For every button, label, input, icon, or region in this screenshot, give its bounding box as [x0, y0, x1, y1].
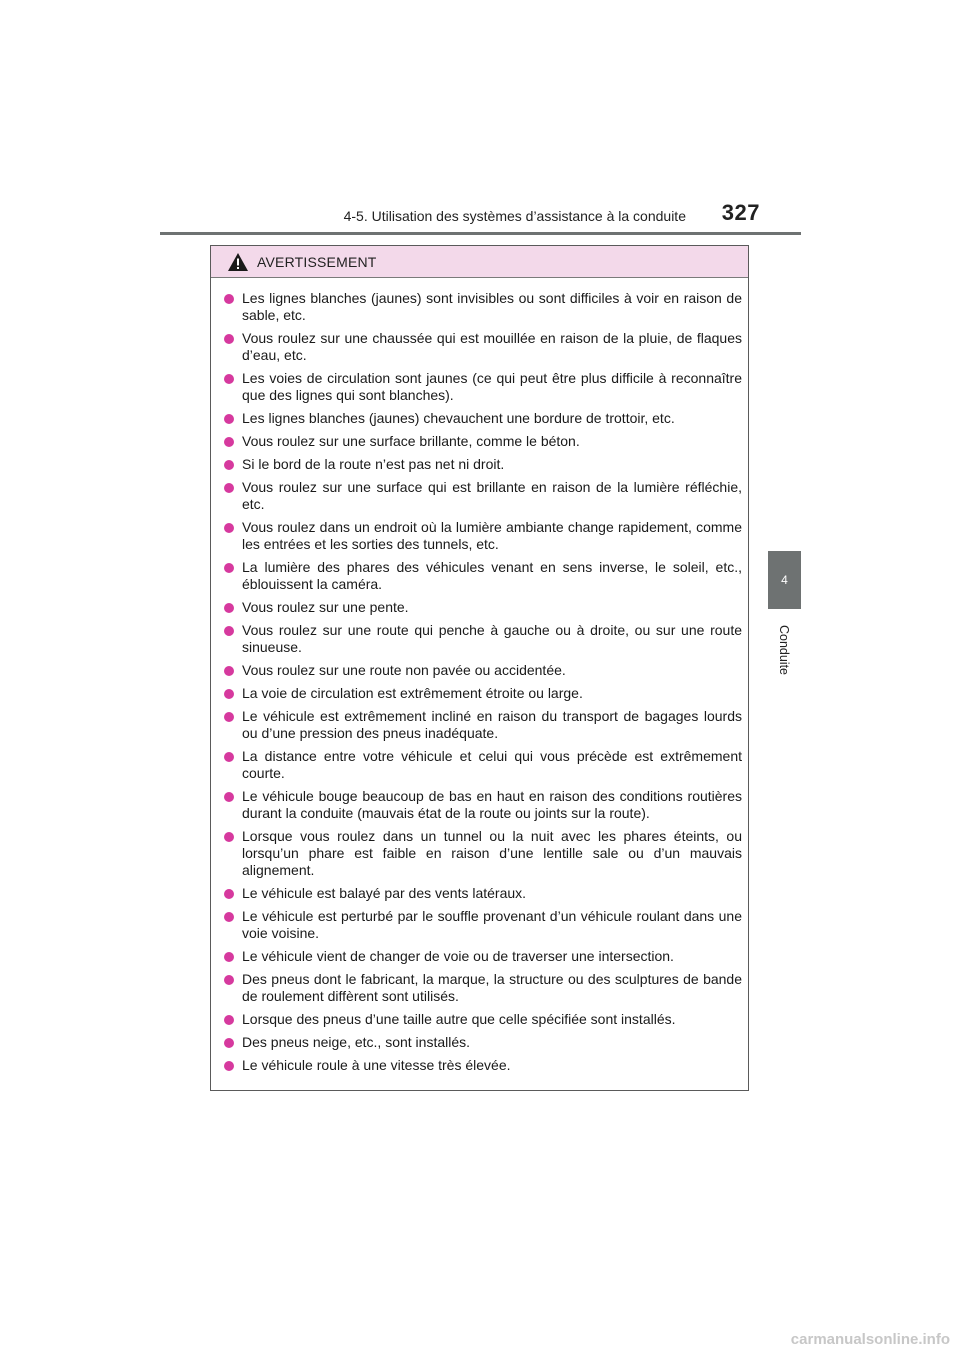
bullet-dot-icon	[224, 912, 234, 922]
warning-item	[224, 599, 742, 616]
watermark: carmanualsonline.info	[790, 1331, 950, 1348]
warning-item	[224, 1057, 742, 1074]
warning-item-text: Vous roulez dans un endroit où la lumière ambiante change rapidement, comme les entrées et les sorties des tunnels, etc.	[242, 519, 742, 552]
warning-item	[224, 828, 742, 879]
warning-item	[224, 948, 742, 965]
chapter-label-text: Conduite	[777, 624, 792, 676]
bullet-dot-icon	[224, 483, 234, 493]
warning-item	[224, 433, 742, 450]
warning-item-text: Le véhicule bouge beaucoup de bas en haut en raison des conditions routières durant la conduite (mauvais état de la route ou joints sur la route).	[242, 788, 742, 821]
warning-item	[224, 330, 742, 364]
warning-item-text: Les lignes blanches (jaunes) chevauchent une bordure de trottoir, etc.	[242, 410, 675, 426]
warning-title: AVERTISSEMENT	[257, 253, 377, 270]
warning-bullet-list	[211, 278, 748, 1074]
bullet-dot-icon	[224, 334, 234, 344]
bullet-dot-icon	[224, 603, 234, 613]
warning-item	[224, 622, 742, 656]
warning-item-text: Lorsque des pneus d’une taille autre que celle spécifiée sont installés.	[242, 1011, 676, 1027]
warning-item-text: Vous roulez sur une chaussée qui est mouillée en raison de la pluie, de flaques d’eau, etc.	[242, 330, 742, 363]
warning-item	[224, 290, 742, 324]
warning-item-text: Des pneus dont le fabricant, la marque, la structure ou des sculptures de bande de roulement diffèrent sont utilisés.	[242, 971, 742, 1004]
warning-item	[224, 748, 742, 782]
warning-item	[224, 456, 742, 473]
warning-item-text: Lorsque vous roulez dans un tunnel ou la nuit avec les phares éteints, ou lorsqu’un phare est faible en raison d’une lentille sale ou d’un mauvais alignement.	[242, 828, 742, 878]
bullet-dot-icon	[224, 563, 234, 573]
bullet-dot-icon	[224, 437, 234, 447]
warning-item-text: Le véhicule est balayé par des vents latéraux.	[242, 885, 527, 901]
bullet-dot-icon	[224, 689, 234, 699]
bullet-dot-icon	[224, 1061, 234, 1071]
bullet-dot-icon	[224, 889, 234, 899]
warning-item	[224, 908, 742, 942]
warning-item	[224, 1034, 742, 1051]
bullet-dot-icon	[224, 975, 234, 985]
warning-item-text: La voie de circulation est extrêmement étroite ou large.	[242, 685, 583, 701]
warning-item	[224, 1011, 742, 1028]
warning-item	[224, 479, 742, 513]
bullet-dot-icon	[224, 792, 234, 802]
bullet-dot-icon	[224, 294, 234, 304]
warning-item	[224, 559, 742, 593]
bullet-dot-icon	[224, 374, 234, 384]
warning-triangle-icon	[227, 252, 249, 272]
warning-item-text: La distance entre votre véhicule et celui qui vous précède est extrêmement courte.	[242, 748, 742, 781]
bullet-dot-icon	[224, 523, 234, 533]
bullet-dot-icon	[224, 460, 234, 470]
warning-item-text: Vous roulez sur une pente.	[242, 599, 409, 615]
bullet-dot-icon	[224, 626, 234, 636]
warning-box	[210, 245, 749, 1091]
warning-item	[224, 971, 742, 1005]
warning-item	[224, 662, 742, 679]
warning-item-text: Si le bord de la route n’est pas net ni droit.	[242, 456, 505, 472]
warning-item-text: Des pneus neige, etc., sont installés.	[242, 1034, 471, 1050]
bullet-dot-icon	[224, 1015, 234, 1025]
warning-item-text: Le véhicule vient de changer de voie ou de traverser une intersection.	[242, 948, 674, 964]
warning-item-text: Les voies de circulation sont jaunes (ce qui peut être plus difficile à reconnaître que des lignes qui sont blanches).	[242, 370, 742, 403]
warning-item-text: Vous roulez sur une route non pavée ou accidentée.	[242, 662, 566, 678]
warning-item	[224, 885, 742, 902]
page-number: 327	[721, 200, 760, 225]
chapter-tab[interactable]: 4	[768, 551, 801, 609]
bullet-dot-icon	[224, 1038, 234, 1048]
warning-item	[224, 708, 742, 742]
warning-item	[224, 788, 742, 822]
bullet-dot-icon	[224, 666, 234, 676]
page-header-title: 4-5. Utilisation des systèmes d’assistance à la conduite	[343, 208, 686, 224]
warning-header	[211, 246, 748, 278]
warning-item	[224, 410, 742, 427]
warning-item	[224, 370, 742, 404]
bullet-dot-icon	[224, 752, 234, 762]
warning-item-text: Les lignes blanches (jaunes) sont invisibles ou sont difficiles à voir en raison de sable, etc.	[242, 290, 742, 323]
warning-item-text: La lumière des phares des véhicules venant en sens inverse, le soleil, etc., éblouissent la caméra.	[242, 559, 742, 592]
warning-item-text: Le véhicule roule à une vitesse très élevée.	[242, 1057, 511, 1073]
bullet-dot-icon	[224, 712, 234, 722]
warning-item-text: Le véhicule est perturbé par le souffle provenant d’un véhicule roulant dans une voie voisine.	[242, 908, 742, 941]
chapter-label	[768, 615, 801, 685]
warning-item-text: Vous roulez sur une surface qui est brillante en raison de la lumière réfléchie, etc.	[242, 479, 742, 512]
bullet-dot-icon	[224, 952, 234, 962]
warning-item	[224, 519, 742, 553]
warning-item	[224, 685, 742, 702]
warning-item-text: Vous roulez sur une surface brillante, comme le béton.	[242, 433, 580, 449]
bullet-dot-icon	[224, 832, 234, 842]
warning-item-text: Le véhicule est extrêmement incliné en raison du transport de bagages lourds ou d’une pression des pneus inadéquate.	[242, 708, 742, 741]
bullet-dot-icon	[224, 414, 234, 424]
header-rule	[160, 232, 801, 235]
warning-item-text: Vous roulez sur une route qui penche à gauche ou à droite, ou sur une route sinueuse.	[242, 622, 742, 655]
